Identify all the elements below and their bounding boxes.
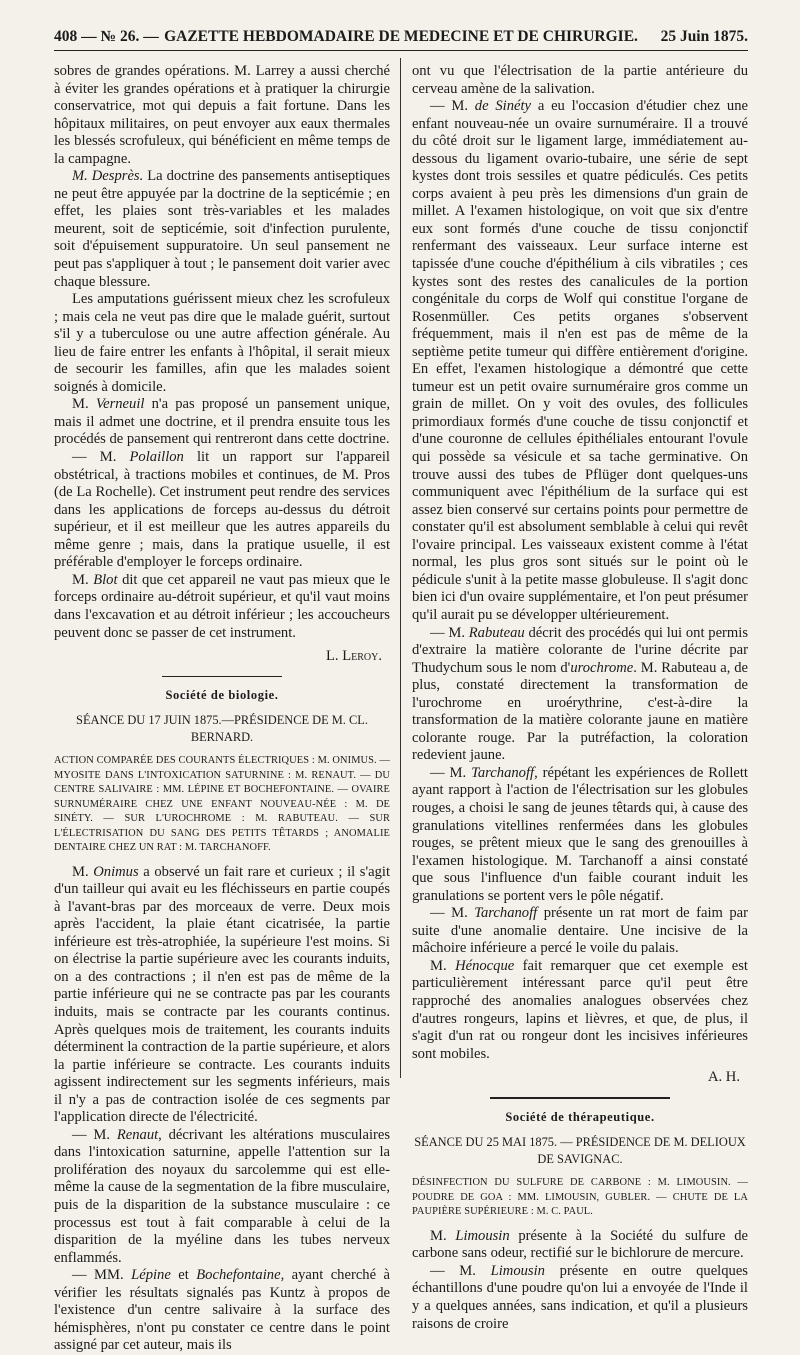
column-divider — [400, 58, 401, 1078]
paragraph: — M. Rabuteau décrit des procédés qui lui ont permis d'extraire la matière colorante de l'urine décrite par Thudychum sous le nom d'urochrome. M. Rabuteau a, de plus, constaté directement la transformation de l'urochrome en uroérythrine, c'est-à-dire la transformation de la matière colorante jaune en matière colorante rouge. Par la putréfaction, la coloration redevient jaune. — [412, 624, 748, 764]
paragraph: — M. Tarchanoff présente un rat mort de faim par suite d'une anomalie dentaire. Une incisive de la mâchoire inférieure a percé le voile du palais. — [412, 905, 749, 957]
section-rule — [490, 1097, 670, 1099]
session-heading: SÉANCE DU 17 JUIN 1875.—PRÉSIDENCE DE M. CL. BERNARD. — [76, 713, 368, 745]
paragraph: — M. Limousin présente en outre quelques échantillons d'une poudre qu'on lui a envoyée de l'Inde il y a quelques années, sans indication, et qu'il a plusieurs raisons de croire — [412, 1262, 748, 1332]
paragraph: — M. de Sinéty a eu l'occasion d'étudier chez une enfant nouveau-née un ovaire surnuméraire. Il a trouvé du côté droit sur le ligament large, immédiatement au-dessous du ligament ovario-tubaire, une série de sept kystes dont trois sessiles et quatre pédiculés. Ces petits corps avaient à peu près les dimensions d'un grain de millet. A l'examen histologique, on voit que six d'entre eux sont formés d'une couche de tissu conjonctif renfermant des vaisseaux. Leur surface interne est tapissée d'une couche d'épithélium à cils vibratiles ; ces kystes sont des restes des canalicules de la portion congénitale du corps de Wolf qui constitue l'organe de Rosenmüller. Ces petits organes s'observent fréquemment, mais il n'en est pas de même de la septième petite tumeur qui diffère entièrement d'origine. En effet, l'examen histologique a démontré que cette tumeur est un petit ovaire surnuméraire gros comme un grain de millet. On y voit des ovules, des follicules primordiaux formés d'une couche de tissu conjonctif et d'une couronne de cellules épithéliales entourant l'ovule qui possède sa vésicule et sa tache germinative. On trouve aussi des tubes de Pflüger dont quelques-uns communiquent avec l'épithélium de la surface qui est assez bien conservé sur certains points pour permettre de constater qu'il est absolument semblable à celui qui revêt l'ovaire principal. Les vaisseaux existent comme à l'état normal, les plus gros sont situés sur le point où le pédicule s'unit à la petite masse globuleuse. Il s'agit donc bien ici d'un ovaire supplémentaire, et l'on peut présumer qu'il aurait pu se développer ultérieurement. — [412, 98, 748, 623]
issue-date: 25 Juin 1875. — [660, 28, 748, 45]
paragraph: M. Hénocque fait remarquer que cet exemple est particulièrement intéressant parce qu'il peut être rapproché des anomalies analogues observées chez d'autres rongeurs, lapins et lièvres, et que, de plus, il s'agit d'un rat ou rongeur dont les incisives inférieures sont mobiles. — [412, 957, 748, 1062]
speaker-name: M. Desprès. — [72, 168, 144, 185]
paragraph: ont vu que l'électrisation de la partie antérieure du cerveau amène de la salivation. — [412, 63, 748, 97]
author-signature: L. Leroy. — [325, 648, 382, 665]
session-summary: ACTION COMPARÉE DES COURANTS ÉLECTRIQUES : M. ONIMUS. — MYOSITE DANS L'INTOXICATION SATURNINE : M. RENAUT. — DU CENTRE SALIVAIRE : MM. LÉPINE ET BOCHEFONTAINE. — OVAIRE SURNUMÉRAIRE CHEZ UNE ENFANT NOUVEAU-NÉE : M. DE SINÉTY. — SUR L'UROCHROME : M. RABUTEAU. — SUR L'ÉLECTRISATION DU SANG DES PETITS TÊTARDS ; ANOMALIE DENTAIRE CHEZ UN RAT : M. TARCHANOFF. — [54, 755, 390, 854]
society-title: Société de thérapeutique. — [505, 1109, 655, 1124]
speaker-name: de Sinéty — [474, 98, 532, 115]
speaker-name: Limousin — [455, 1227, 510, 1244]
running-header — [54, 26, 748, 51]
left-column — [54, 63, 391, 1354]
paragraph: — M. Renaut, décrivant les altérations musculaires dans l'intoxication saturnine, appelle l'attention sur la prolifération des noyaux du sarcolemme qui est elle-même la cause de la segmentation de la fibre musculaire, puis de la disparition de la substance musculaire : ce processus est tout à fait comparable à celui de la disparition de la myéline dans les tubes nerveux enflammés. — [54, 1126, 391, 1266]
paragraph: — MM. Lépine et Bochefontaine, ayant cherché à vérifier les résultats signalés pas Kuntz à propos de l'existence d'un centre salivaire à la surface des hémisphères, n'ont pu constater ce centre dans le point assigné par cet auteur, mais ils — [54, 1267, 390, 1354]
speaker-name: Renaut — [116, 1126, 159, 1143]
paragraph: M. Blot dit que cet appareil ne vaut pas mieux que le forceps ordinaire au-détroit supérieur, et qu'il vaut moins dans l'excavation et au détroit inférieur ; les accoucheurs peuvent donc se passer de cet instrument. — [54, 571, 390, 641]
journal-title: GAZETTE HEBDOMADAIRE DE MEDECINE ET DE CHIRURGIE. — [164, 28, 638, 45]
paragraph: M. Limousin présente à la Société du sulfure de carbone sans odeur, rectifié sur le bichlorure de mercure. — [412, 1227, 749, 1262]
paragraph: — M. Polaillon lit un rapport sur l'appareil obstétrical, à tractions mobiles et continues, de M. Pros (de La Rochelle). Cet instrument peut rendre des services dans les applications de forceps au-dessus du détroit supérieur, et il est meilleur que les autres appareils du même genre ; mais, dans la pratique usuelle, il est préférable d'employer le forceps ordinaire. — [54, 449, 390, 571]
paragraph: M. Onimus a observé un fait rare et curieux ; il s'agit d'un tailleur qui avait eu les fléchisseurs en partie coupés à l'avant-bras par des morceaux de verre. Deux mois après l'accident, la plaie étant cicatrisée, la partie inférieure est très-atrophiée, la supérieure l'est moins. Si on électrise la partie supérieure avec les courants induits, on a des contractions ; il n'en est pas de même de la partie inférieure qui ne se contracte pas par les courants induits, mais se contracte par les courants continus. Après quelques mois de traitement, les courants induits déterminent la contraction de la partie supérieure, et alors la partie inférieure se contracte. Les courants induits agissent indirectement sur les segments inférieurs, mais il n'y a pas de contraction isolée de ces segments par l'application directe de l'électricité. — [54, 863, 390, 1126]
speaker-name: Blot — [93, 571, 118, 588]
speaker-name: Rabuteau — [468, 624, 525, 641]
section-rule — [162, 676, 282, 677]
session-summary: DÉSINFECTION DU SULFURE DE CARBONE : M. LIMOUSIN. — POUDRE DE GOA : MM. LIMOUSIN, GUBLER. — CHUTE DE LA PAUPIÈRE SUPÉRIEURE : M. C. PAUL. — [412, 1177, 748, 1218]
paragraph: M. Verneuil n'a pas proposé un pansement unique, mais il admet une doctrine, et il prendra ensuite tous les procédés de pansement qui rentreront dans cette doctrine. — [54, 396, 390, 448]
speaker-name: Tarchanoff — [474, 905, 538, 922]
speaker-name: Onimus — [93, 863, 139, 880]
term: urochrome — [570, 659, 634, 676]
speaker-name: Tarchanoff — [471, 764, 535, 781]
speaker-name: Limousin — [490, 1262, 545, 1279]
paragraph: sobres de grandes opérations. M. Larrey a aussi cherché à éviter les grandes opérations et à pratiquer la chirurgie conservatrice, mot qui depuis a fait fortune. Dans les hôpitaux militaires, on peut envoyer aux eaux thermales les blessés scrofuleux, qui bénéficient en même temps de la campagne. — [54, 63, 390, 167]
paragraph: M. Desprès. La doctrine des pansements antiseptiques ne peut être appuyée par la doctrine de la septicémie ; en effet, les plaies sont très-variables et les malades meurent, soit de septicémie, soit d'infection purulente, soit d'épuisement suppuratoire. Un seul pansement ne peut pas s'appliquer à tout ; le pansement doit varier avec chaque blessure. — [54, 168, 390, 290]
speaker-name: Verneuil — [95, 396, 145, 413]
author-signature: A. H. — [707, 1069, 740, 1086]
speaker-name: Polaillon — [129, 449, 184, 466]
speaker-name: Hénocque — [455, 957, 515, 974]
society-title: Société de biologie. — [165, 687, 279, 702]
speaker-name: Bochefontaine — [196, 1267, 281, 1284]
paragraph: — M. Tarchanoff, répétant les expériences de Rollett ayant rapport à l'action de l'électrisation sur les globules rouges, a choisi le sang de jeunes têtards qui, à cause des granulations vitellines renfermées dans les globules rouges, se prêtent mieux que le sang des grenouilles à l'examen histologique. M. Tarchanoff a ainsi constaté que sous l'influence d'un faible courant induit les granulations se portent vers le pôle négatif. — [412, 764, 748, 904]
page-number: 408 — № 26. — — [54, 28, 159, 45]
paragraph: Les amputations guérissent mieux chez les scrofuleux ; mais cela ne veut pas dire que le malade guérit, surtout s'il y a tuberculose ou une autre affection générale. Au lieu de faire entrer les enfants à l'hôpital, il serait mieux de secourir les familles, afin que les malades soient soignés à domicile. — [54, 291, 390, 395]
session-heading: SÉANCE DU 25 MAI 1875. — PRÉSIDENCE DE M. DELIOUX DE SAVIGNAC. — [414, 1135, 746, 1167]
right-column — [412, 63, 749, 1332]
speaker-name: Lépine — [131, 1267, 171, 1284]
